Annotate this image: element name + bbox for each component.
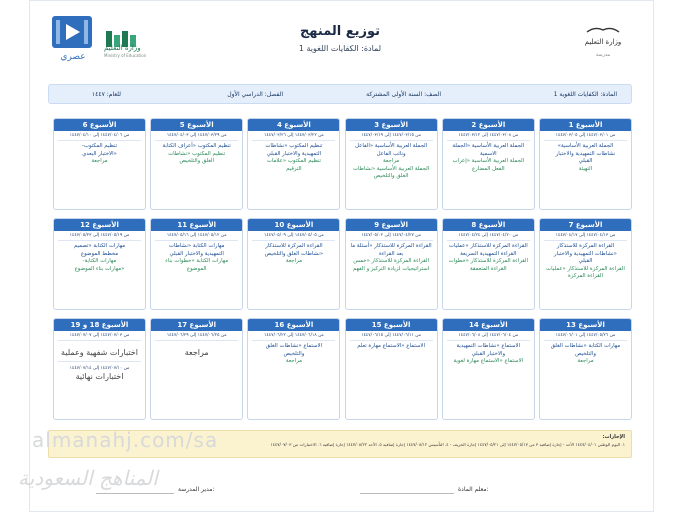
week-card <box>539 318 632 420</box>
week-dates: من ١٤٤٧/٠٧/٠٣ إلى ١٤٤٧/٠٧/٠٧ <box>69 333 130 338</box>
week-lesson: مراجعة <box>577 358 594 364</box>
week-main-text-second: اختبارات نهائية <box>75 372 124 381</box>
week-dates: من ١٤٤٧/٠٣/٠١ إلى ١٤٤٧/٠٣/٠٥ <box>555 133 616 138</box>
week-card <box>442 318 535 420</box>
week-dates: من ١٤٤٧/٠٥/٢٦ إلى ١٤٤٧/٠٦/٠١ <box>555 333 616 338</box>
week-lesson: تنظيم المكتوب- <box>81 143 118 149</box>
week-dates: من ١٤٤٧/٠٥/١٩ إلى ١٤٤٧/٠٥/٢٣ <box>69 233 130 238</box>
page-title: توزيع المنهج <box>299 24 381 39</box>
week-divider <box>447 340 530 341</box>
week-divider <box>544 240 627 241</box>
week-lesson: القراءة المركزة للاستذكار <box>556 243 615 249</box>
week-lesson: الاستماع «الاستماع مهارة لغوية <box>453 358 524 364</box>
week-lesson: مهارات الكتابة «تصميم <box>73 243 126 249</box>
week-lesson: القراءة المركزة للاستذكار «خطوات <box>448 258 529 264</box>
info-term: الفصل: الدراسي الأول <box>227 91 283 98</box>
week-label: الأسبوع 3 <box>346 119 437 131</box>
week-label: الأسبوع 8 <box>443 219 534 231</box>
week-lesson: والتلخيص <box>575 350 596 357</box>
week-dates: من ١٤٤٧/٠٤/٠٦ إلى ١٤٤٧/٠٤/١٠ <box>69 133 130 138</box>
left-ministry-name: وزارة التعليم <box>104 44 141 52</box>
week-lesson: الاستماع «الاستماع مهارة تعلم <box>357 343 425 349</box>
week-dates: من ١٤٤٧/٠٦/٢٥ إلى ١٤٤٧/٠٦/٢٩ <box>166 333 227 338</box>
week-lesson: الجملة العربية الأساسية» <box>557 143 614 149</box>
week-lesson: مهارات الكتابة- <box>82 258 117 264</box>
week-card <box>345 318 438 420</box>
week-dates: من ١٤٤٧/٠٤/٢٧ إلى ١٤٤٧/٠٥/٠٢ <box>361 233 421 238</box>
week-label: الأسبوع 15 <box>346 319 437 331</box>
week-label: الأسبوع 14 <box>443 319 534 331</box>
week-lesson: الاستماع «نشاطات الغلق <box>265 343 323 349</box>
week-divider <box>447 240 530 241</box>
week-label: الأسبوع 11 <box>151 219 242 231</box>
week-label: الأسبوع 10 <box>248 219 339 231</box>
week-divider <box>350 240 433 241</box>
week-lesson: القراءة المركزة للاستذكار «أسئلة ما <box>350 243 432 249</box>
right-ministry-sub: مدرسة <box>595 52 611 58</box>
watermark-url: almanahj.com/sa <box>32 428 219 452</box>
page-subtitle: لمادة: الكفايات اللغوية 1 <box>298 44 382 53</box>
week-card <box>345 218 438 310</box>
week-card <box>539 118 632 210</box>
week-card <box>247 118 340 210</box>
week-card <box>53 218 146 310</box>
week-card <box>53 318 146 420</box>
week-lesson: مراجعة <box>91 158 108 164</box>
ministry-emblem-icon <box>585 24 621 36</box>
week-lesson: القراءة المركزة للاستذكار «خمس <box>353 258 429 264</box>
week-label: الأسبوع 1 <box>540 119 631 131</box>
weeks-grid <box>48 118 632 418</box>
week-lesson: استراتيجيات لزيادة التركيز و الفهم <box>352 265 430 272</box>
week-lesson: «الاختبار البعدي <box>82 150 117 157</box>
week-lesson: القراءة المركزة للاستذكار «عمليات <box>546 265 625 272</box>
week-lesson: القبلي <box>578 258 593 264</box>
week-lesson: نشاطات التمهيدية والاختبار <box>555 150 616 157</box>
manager-signature-label: مدير المدرسة: <box>178 486 215 493</box>
week-dates: من ١٤٤٧/٠٣/٢٩ إلى ١٤٤٧/٠٤/٠٣ <box>166 133 227 138</box>
week-card <box>442 118 535 210</box>
week-lesson: الغلق والتلخيص <box>179 158 214 164</box>
week-divider <box>544 140 627 141</box>
week-lesson: القراءة المركزة <box>567 273 603 279</box>
info-subject: المادة: الكفايات اللغوية 1 <box>553 91 617 98</box>
week-divider <box>58 140 141 141</box>
week-dates: من ١٤٤٧/٠٤/٢٠ إلى ١٤٤٧/٠٤/٢٤ <box>458 233 519 238</box>
right-ministry-name: وزارة التعليم <box>584 38 622 46</box>
week-main-text: مراجعة <box>184 348 209 357</box>
week-divider <box>252 140 335 141</box>
week-label: الأسبوع 6 <box>54 119 145 131</box>
week-lesson: القبلي <box>578 158 593 164</box>
week-label: الأسبوع 13 <box>540 319 631 331</box>
week-lesson: الاستماع «نشاطات التمهيدية <box>456 343 521 349</box>
week-lesson: بعد القراءة <box>378 250 404 257</box>
week-lesson: القراءة المتعمقة <box>469 265 507 272</box>
week-label: الأسبوع 17 <box>151 319 242 331</box>
watermark-logo-text: المناهج السعودية <box>18 466 158 490</box>
week-card <box>442 218 535 310</box>
teacher-signature-label: معلم المادة: <box>458 486 489 493</box>
week-label: الأسبوع 16 <box>248 319 339 331</box>
week-lesson: التمهيدية والاختبار القبلي <box>266 150 322 157</box>
week-main-text: اختبارات شفهية وعملية <box>61 348 138 357</box>
week-divider <box>58 340 141 341</box>
info-grade: الصف: السنة الأولى المشتركة <box>366 91 441 98</box>
week-lesson: الغلق والتلخيص <box>373 173 409 179</box>
week-label: الأسبوع 4 <box>248 119 339 131</box>
week-lesson: «نشاطات الغلق والتلخيص <box>264 250 324 257</box>
week-label: الأسبوع 9 <box>346 219 437 231</box>
week-lesson: والاختبار القبلي <box>471 350 506 357</box>
manager-signature-line <box>96 493 174 494</box>
week-card <box>150 318 243 420</box>
week-dates: من ١٤٤٧/٠٤/١٣ إلى ١٤٤٧/٠٤/١٧ <box>555 233 616 238</box>
week-lesson: الجملة العربية الأساسية «الفاعل <box>355 143 428 149</box>
week-lesson: التهيئة <box>578 165 593 172</box>
notes-text: ١. اليوم الوطني ١٤٤٧/٠٤/٠١ الأحد - إجازة إضافية ٣ من ١٤٤٧/٠٥/١٧ إلى ١٤٤٧/٠٥/٢١ إجازة الخريف - ٤. التأسيس ١٤٤٧/٠٨/١٢ إجازة إضافية ٥. الأحد ١٤٤٧/٠٨/٢٢ إجازة إضافية ٦. الاختبارات من ١٤٤٧/٠٧/٠٣ <box>270 442 625 447</box>
week-dates: من ١٤٤٧/٠٦/١١ إلى ١٤٤٧/٠٦/١٥ <box>361 333 421 338</box>
week-divider <box>252 240 335 241</box>
week-card <box>247 218 340 310</box>
week-dates: من ١٤٤٧/٠٦/١٨ إلى ١٤٤٧/٠٦/٢٢ <box>264 333 324 338</box>
week-divider <box>252 340 335 341</box>
week-lesson: القراءة المركزة للاستذكار «عمليات <box>448 243 528 249</box>
week-lesson: الجملة العربية الأساسية «نشاطات <box>352 165 430 172</box>
week-lesson: «نشاطات التمهيدية والاختبار <box>554 250 617 257</box>
week-card <box>53 118 146 210</box>
week-divider <box>544 340 627 341</box>
week-divider <box>155 340 238 341</box>
week-lesson: الجملة العربية الأساسية «الجملة <box>452 143 525 149</box>
week-lesson: مهارات الكتابة «نشاطات <box>168 243 225 249</box>
week-divider <box>155 240 238 241</box>
week-label: الأسبوع 12 <box>54 219 145 231</box>
week-lesson: تنظيم المكتوب «نشاطات <box>265 143 323 149</box>
week-label: الأسبوع 7 <box>540 219 631 231</box>
week-lesson: القراءة المركزة للاستذكار <box>265 243 323 249</box>
week-divider <box>350 140 433 141</box>
week-lesson: مراجعة <box>285 358 302 364</box>
week-lesson: الاسمية <box>479 150 497 157</box>
week-lesson: مراجعة <box>383 158 400 164</box>
week-dates-second: من ١٤٤٧/٠٧/١٠ إلى ١٤٤٧/٠٧/١٤ <box>69 366 130 371</box>
teacher-signature-line <box>360 493 454 494</box>
week-lesson: الفعل المضارع <box>471 165 505 172</box>
week-lesson: الجملة العربية الأساسية «إعراب <box>452 158 525 164</box>
week-lesson: تنظيم المكتوب «علامات <box>266 158 322 164</box>
week-card <box>247 318 340 420</box>
week-label: الأسبوع 18 و 19 <box>54 319 145 331</box>
info-year: للعام: ١٤٤٧ <box>91 91 121 98</box>
week-lesson: ونائب الفاعل <box>376 150 406 157</box>
week-dates: من ١٤٤٧/٠٦/٠٤ إلى ١٤٤٧/٠٦/٠٨ <box>458 333 519 338</box>
week-divider <box>447 140 530 141</box>
week-label: الأسبوع 2 <box>443 119 534 131</box>
week-lesson: الترقيم <box>286 165 302 172</box>
week-lesson: مخطط الموضوع <box>80 250 119 257</box>
week-card <box>150 218 243 310</box>
week-lesson: التمهيدية والاختبار القبلي <box>169 250 224 257</box>
week-lesson: «مهارات بناء الموضوع <box>74 265 125 272</box>
week-divider <box>350 340 433 341</box>
week-card <box>539 218 632 310</box>
notes-title: الإجازات: <box>602 434 625 440</box>
week-lesson: تنظيم المكتوب «أعراف الكتابة <box>162 143 231 149</box>
asri-logo-icon <box>48 14 96 52</box>
week-label: الأسبوع 5 <box>151 119 242 131</box>
week-lesson: الموضوع <box>186 265 207 272</box>
week-lesson: مراجعة <box>285 258 302 264</box>
week-lesson: مهارات الكتابة «خطوات بناء <box>165 258 229 264</box>
week-divider <box>58 240 141 241</box>
week-divider <box>155 140 238 141</box>
week-lesson: والتلخيص <box>283 350 305 357</box>
info-bar <box>48 84 632 104</box>
week-dates: من ١٤٤٧/٠٣/٢٢ إلى ١٤٤٧/٠٣/٢٦ <box>264 133 324 138</box>
week-dates: من ١٤٤٧/٠٥/٠٥ إلى ١٤٤٧/٠٥/٠٩ <box>264 233 324 238</box>
week-lesson: مهارات الكتابة «نشاطات الغلق <box>550 343 621 349</box>
week-lesson: القراءة التمهيدية السريعة <box>460 250 517 257</box>
week-lesson: تنظيم المكتوب «نشاطات <box>168 150 226 157</box>
brand-text: عصري <box>60 52 86 62</box>
week-card <box>345 118 438 210</box>
week-dates: من ١٤٤٧/٠٣/٠٨ إلى ١٤٤٧/٠٣/١٢ <box>458 133 519 138</box>
week-dates: من ١٤٤٧/٠٥/١٢ إلى ١٤٤٧/٠٥/١٦ <box>166 233 227 238</box>
left-ministry-sub: Ministry of Education <box>104 53 147 58</box>
week-dates: من ١٤٤٧/٠٣/١٥ إلى ١٤٤٧/٠٣/١٩ <box>361 133 421 138</box>
week-divider <box>58 361 141 362</box>
week-card <box>150 118 243 210</box>
